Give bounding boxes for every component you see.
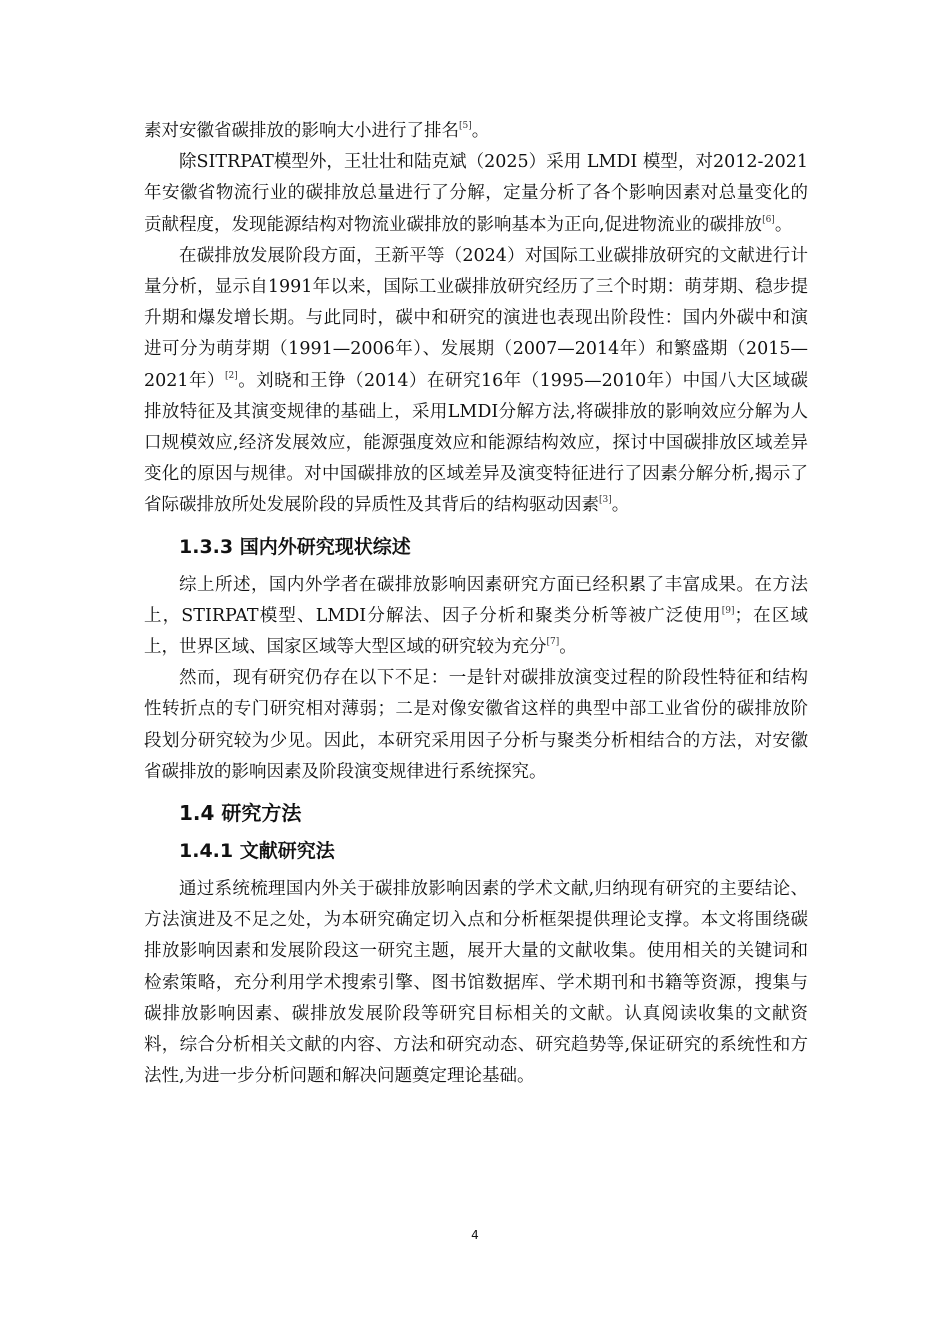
citation-ref: [5] — [459, 121, 472, 131]
section-heading-1-4-1: 1.4.1 文献研究法 — [179, 840, 335, 863]
paragraph-text: 通过系统梳理国内外关于碳排放影响因素的学术文献,归纳现有研究的主要结论、方法演进及不足之处，为本研究确定切入点和分析框架提供理论支撑。本文将围绕碳排放影响因素和发展阶段这一研究主题，展开大量的文献收集。使用相关的关键词和检索策略，充分利用学术搜索引擎、图书馆数据库、学术期刊和书籍等资源，搜集与碳排放影响因素、碳排放发展阶段等研究目标相关的文献。认真阅读收集的文献资料，综合分析相关文献的内容、方法和研究动态、研究趋势等,保证研究的系统性和方法性,为进一步分析问题和解决问题奠定理论基础。 — [144, 879, 808, 1087]
paragraph-text-a: 综上所述，国内外学者在碳排放影响因素研究方面已经积累了丰富成果。在方法上，STIRPAT模型、LMDI分解法、因子分析和聚类分析等被广泛使用 — [144, 574, 808, 626]
paragraph-text: 然而，现有研究仍存在以下不足：一是针对碳排放演变过程的阶段性特征和结构性转折点的专门研究相对薄弱；二是对像安徽省这样的典型中部工业省份的碳排放阶段划分研究较为少见。因此，本研究采用因子分析与聚类分析相结合的方法，对安徽省碳排放的影响因素及阶段演变规律进行系统探究。 — [144, 668, 808, 782]
paragraph-tail: 。 — [471, 121, 490, 141]
paragraph-text-b: 。刘晓和王铮（2014）在研究16年（1995—2010年）中国八大区域碳排放特征及其演变规律的基础上，采用LMDI分解方法,将碳排放的影响效应分解为人口规模效应,经济发展效应，能源强度效应和能源结构效应，探讨中国碳排放区域差异变化的原因与规律。对中国碳排放的区域差异及演变特征进行了因素分解分析,揭示了省际碳排放所处发展阶段的异质性及其背后的结构驱动因素 — [144, 370, 808, 516]
paragraph-literature-method — [144, 874, 808, 1092]
citation-ref: [6] — [762, 214, 775, 225]
paragraph-continuation — [144, 116, 808, 147]
paragraph-text: 素对安徽省碳排放的影响大小进行了排名 — [144, 121, 459, 141]
page-body — [144, 116, 808, 1092]
paragraph-shortcomings — [144, 663, 808, 788]
citation-ref: [7] — [546, 637, 560, 648]
citation-ref: [9] — [721, 605, 735, 616]
section-heading-1-4: 1.4 研究方法 — [179, 801, 302, 826]
paragraph-text-b: ；在区域上，世界区域、国家区域等大型区域的研究较为充分 — [144, 605, 808, 658]
paragraph-tail: 。 — [611, 495, 630, 516]
section-heading-1-3-3: 1.3.3 国内外研究现状综述 — [179, 535, 411, 558]
paragraph-tail: 。 — [774, 214, 793, 235]
page-number: 4 — [471, 1228, 479, 1242]
paragraph-tail: 。 — [559, 637, 577, 658]
paragraph-text: 除SITRPAT模型外，王壮壮和陆克斌（2025）采用 LMDI 模型，对2012-2021年安徽省物流行业的碳排放总量进行了分解，定量分析了各个影响因素对总量变化的贡献程度，发现能源结构对物流业碳排放的影响基本为正向,促进物流业的碳排放 — [144, 152, 808, 235]
paragraph-lmdi-logistics — [144, 147, 808, 241]
citation-ref: [2] — [224, 370, 238, 381]
paragraph-development-stages — [144, 241, 808, 522]
paragraph-text-a: 在碳排放发展阶段方面，王新平等（2024）对国际工业碳排放研究的文献进行计量分析，显示自1991年以来，国际工业碳排放研究经历了三个时期：萌芽期、稳步提升期和爆发增长期。与此同时，碳中和研究的演进也表现出阶段性：国内外碳中和演进可分为萌芽期（1991—2006年）、发展期（2007—2014年）和繁盛期（2015—2021年） — [144, 245, 808, 391]
citation-ref: [3] — [599, 495, 612, 506]
paragraph-summary — [144, 570, 808, 664]
